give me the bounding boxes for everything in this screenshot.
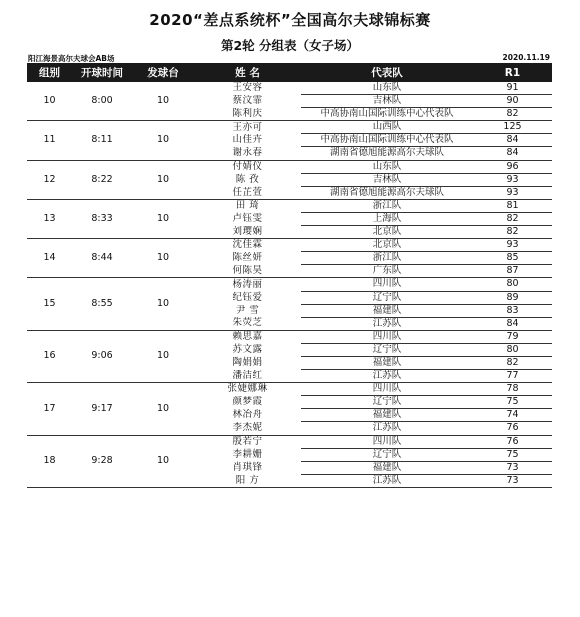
table-row <box>27 278 552 291</box>
player-name: 苏文露 <box>232 343 263 355</box>
player-r1-score: 79 <box>473 330 552 343</box>
group-number: 12 <box>27 160 72 199</box>
player-name: 任芷萱 <box>194 186 301 199</box>
header-r1: R1 <box>473 63 552 82</box>
document-subtitle: 第2轮 分组表（女子场） <box>220 38 360 53</box>
player-r1-score: 82 <box>473 356 552 369</box>
player-team: 浙江队 <box>301 252 473 265</box>
tee-number: 10 <box>132 330 194 382</box>
player-team: 四川队 <box>301 330 473 343</box>
player-name: 颜梦霞 <box>232 396 263 408</box>
group-number: 18 <box>27 435 72 487</box>
player-r1-score: 93 <box>473 239 552 252</box>
player-r1-score: 96 <box>473 160 552 173</box>
table-row <box>27 160 552 173</box>
group-number: 14 <box>27 239 72 278</box>
group-number: 10 <box>27 82 72 121</box>
player-r1-score: 93 <box>473 173 552 186</box>
group-number: 15 <box>27 278 72 330</box>
tee-time: 8:22 <box>72 160 132 199</box>
player-team: 辽宁队 <box>301 448 473 461</box>
player-team: 福建队 <box>301 304 473 317</box>
table-header-row <box>27 63 552 82</box>
table-body <box>27 82 552 487</box>
player-team: 江苏队 <box>301 317 473 330</box>
pairings-table <box>27 63 552 488</box>
player-r1-score: 84 <box>473 317 552 330</box>
tee-time: 8:11 <box>72 121 132 160</box>
player-team: 辽宁队 <box>301 343 473 356</box>
player-team: 吉林队 <box>301 95 473 108</box>
table-row <box>27 199 552 212</box>
player-name: 阳 方 <box>194 474 301 487</box>
tee-number: 10 <box>132 383 194 435</box>
player-team: 中高协南山国际训练中心代表队 <box>301 134 473 147</box>
player-r1-score: 73 <box>473 474 552 487</box>
player-team: 福建队 <box>301 409 473 422</box>
group-number: 11 <box>27 121 72 160</box>
player-r1-score: 83 <box>473 304 552 317</box>
table-row <box>27 82 552 95</box>
group-number: 16 <box>27 330 72 382</box>
player-team: 浙江队 <box>301 199 473 212</box>
player-r1-score: 82 <box>473 212 552 225</box>
player-team: 辽宁队 <box>301 291 473 304</box>
player-r1-score: 91 <box>473 82 552 95</box>
table-row <box>27 383 552 396</box>
tee-number: 10 <box>132 199 194 238</box>
tee-time: 8:44 <box>72 239 132 278</box>
player-r1-score: 85 <box>473 252 552 265</box>
header-tee-time: 开球时间 <box>72 63 132 82</box>
player-name: 潘洁红 <box>194 370 301 383</box>
tee-number: 10 <box>132 435 194 487</box>
player-team: 湖南省德旭能源高尔夫球队 <box>301 147 473 160</box>
player-name: 卢钰雯 <box>232 212 263 224</box>
tee-number: 10 <box>132 121 194 160</box>
player-team: 山东队 <box>301 160 473 173</box>
player-name: 沈佳霖 <box>232 239 263 251</box>
player-r1-score: 78 <box>473 383 552 396</box>
date-label: 2020.11.19 <box>502 53 550 62</box>
player-r1-score: 89 <box>473 291 552 304</box>
player-r1-score: 80 <box>473 343 552 356</box>
player-team: 广东队 <box>301 265 473 278</box>
tee-time: 8:00 <box>72 82 132 121</box>
player-r1-score: 90 <box>473 95 552 108</box>
player-team: 福建队 <box>301 356 473 369</box>
player-r1-score: 82 <box>473 226 552 239</box>
player-name: 杨涛丽 <box>232 278 263 290</box>
player-team: 江苏队 <box>301 422 473 435</box>
player-team: 辽宁队 <box>301 396 473 409</box>
player-name: 王亦可 <box>232 121 263 133</box>
tee-number: 10 <box>132 82 194 121</box>
header-team: 代表队 <box>301 63 473 82</box>
player-team: 上海队 <box>301 212 473 225</box>
player-name: 尹 雪 <box>235 304 260 316</box>
player-team: 吉林队 <box>301 173 473 186</box>
table-row <box>27 121 552 134</box>
table-row <box>27 330 552 343</box>
player-name: 谢永春 <box>194 147 301 160</box>
player-r1-score: 77 <box>473 370 552 383</box>
player-name: 刘璎娴 <box>194 226 301 239</box>
header-tee: 发球台 <box>132 63 194 82</box>
player-r1-score: 87 <box>473 265 552 278</box>
player-team: 江苏队 <box>301 370 473 383</box>
player-r1-score: 74 <box>473 409 552 422</box>
player-name: 李耕姗 <box>232 448 263 460</box>
tee-number: 10 <box>132 278 194 330</box>
document-title: 2020“差点系统杯”全国高尔夫球锦标赛 <box>149 11 431 29</box>
player-r1-score: 75 <box>473 448 552 461</box>
table-row <box>27 239 552 252</box>
player-name: 何陈昊 <box>194 265 301 278</box>
player-team: 山东队 <box>301 82 473 95</box>
player-r1-score: 84 <box>473 147 552 160</box>
tee-time: 9:06 <box>72 330 132 382</box>
table-row <box>27 435 552 448</box>
player-r1-score: 93 <box>473 186 552 199</box>
player-team: 四川队 <box>301 383 473 396</box>
player-name: 蔡汶霏 <box>232 95 263 107</box>
tee-number: 10 <box>132 160 194 199</box>
player-r1-score: 80 <box>473 278 552 291</box>
player-name: 陈利庆 <box>194 108 301 121</box>
group-number: 17 <box>27 383 72 435</box>
player-team: 湖南省德旭能源高尔夫球队 <box>301 186 473 199</box>
tee-time: 9:28 <box>72 435 132 487</box>
player-name: 殷若宁 <box>232 435 263 447</box>
player-r1-score: 82 <box>473 108 552 121</box>
tee-time: 8:55 <box>72 278 132 330</box>
header-group: 组别 <box>27 63 72 82</box>
player-r1-score: 84 <box>473 134 552 147</box>
tee-number: 10 <box>132 239 194 278</box>
player-team: 福建队 <box>301 461 473 474</box>
player-r1-score: 81 <box>473 199 552 212</box>
tee-time: 9:17 <box>72 383 132 435</box>
player-name: 山佳卉 <box>232 134 263 146</box>
player-team: 四川队 <box>301 278 473 291</box>
player-team: 北京队 <box>301 239 473 252</box>
player-team: 山西队 <box>301 121 473 134</box>
player-name: 陶娟娟 <box>232 356 263 368</box>
player-r1-score: 76 <box>473 422 552 435</box>
player-r1-score: 75 <box>473 396 552 409</box>
player-name: 李杰妮 <box>194 422 301 435</box>
player-r1-score: 125 <box>473 121 552 134</box>
player-team: 中高协南山国际训练中心代表队 <box>301 108 473 121</box>
player-name: 付婧仪 <box>232 160 263 172</box>
group-number: 13 <box>27 199 72 238</box>
player-r1-score: 76 <box>473 435 552 448</box>
player-name: 田 琦 <box>235 200 260 212</box>
player-name: 王安容 <box>232 82 263 94</box>
player-name: 肖琪锋 <box>232 461 263 473</box>
player-team: 四川队 <box>301 435 473 448</box>
header-name: 姓 名 <box>194 63 301 82</box>
tee-time: 8:33 <box>72 199 132 238</box>
player-name: 陈丝妍 <box>232 252 263 264</box>
player-name: 纪钰爱 <box>232 291 263 303</box>
venue-label: 阳江海景高尔夫球会AB场 <box>28 54 115 63</box>
player-team: 江苏队 <box>301 474 473 487</box>
player-name: 陈 孜 <box>235 173 260 185</box>
player-name: 赖思嘉 <box>232 331 263 343</box>
player-r1-score: 73 <box>473 461 552 474</box>
player-name: 朱荧芝 <box>194 317 301 330</box>
player-name: 张婕娜琳 <box>227 383 268 395</box>
player-name: 林冶舟 <box>232 409 263 421</box>
player-team: 北京队 <box>301 226 473 239</box>
